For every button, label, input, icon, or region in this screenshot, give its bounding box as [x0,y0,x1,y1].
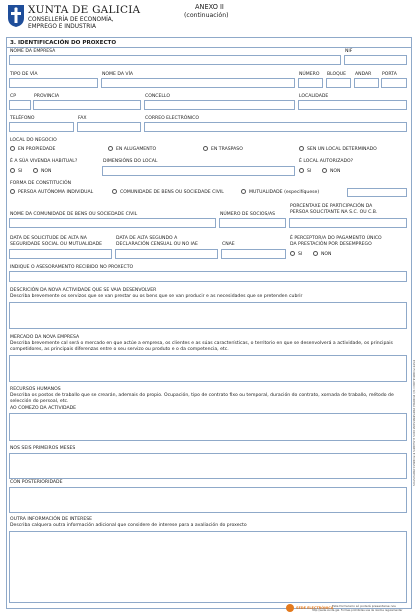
single-payment-label-1: É PERCEPTOR/A DO PAGAMENTO ÚNICO [290,236,382,241]
radio-icon [290,251,295,256]
company-name-field[interactable] [9,55,341,65]
xunta-logo [7,4,25,28]
locality-label: LOCALIDADE [299,94,329,99]
nif-label: NIF [345,49,353,54]
xunta-shield-icon [7,4,25,28]
dept-line-1: CONSELLERÍA DE ECONOMÍA, [28,17,114,23]
ss-application-date-label-2: SEGURIDADE SOCIAL OU MUTUALIDADE [10,242,103,247]
annex-title: ANEXO II [195,3,224,11]
road-type-field[interactable] [9,78,98,88]
province-field[interactable] [33,100,141,110]
premises-owned-option[interactable]: EN PROPIEDADE [10,146,55,153]
first-months-textarea[interactable] [9,453,407,479]
email-label: CORREO ELECTRÓNICO [145,116,199,121]
radio-icon [322,168,327,173]
block-field[interactable] [326,78,351,88]
radio-icon [203,146,208,151]
other-textarea[interactable] [9,531,407,603]
other-description: Describa calquera outra información adicional que considere de interese para a avaliación do proxecto [10,523,247,528]
market-description: Describa brevemente cal será o mercado en que actúe a empresa, os clientes e as súas características, o territorio en que se desenvolverá a actividade, os principais competidores, as principais diferenzas entre o seu servizo ou produto e o da competencia, etc. [10,341,393,352]
premises-transfer-option[interactable]: EN TRASPASO [203,146,243,153]
annex-continuation: (continuación) [184,12,229,19]
hr-title: RECURSOS HUMANOS [10,387,61,392]
activity-description: Describa brevemente os servizos que se van prestar ou os bens que se van producir e as necesidades que se pretenden cubrir [10,294,303,299]
road-name-label: NOME DA VÍA [102,72,134,77]
radio-icon [10,146,15,151]
block-label: BLOQUE [327,72,347,77]
later-title: CON POSTERIORIDADE [10,480,63,485]
premises-dimensions-field[interactable] [102,166,295,176]
number-field[interactable] [298,78,323,88]
cnae-field[interactable] [221,249,286,259]
radio-icon [299,146,304,151]
door-label: PORTA [382,72,397,77]
other-title: OUTRA INFORMACIÓN DE INTERESE [10,517,93,522]
assets-community-name-field[interactable] [9,218,216,228]
section-divider [6,47,412,48]
participation-percentage-label-2: PERSOA SOLICITANTE NA S.C. OU C.B. [290,210,378,215]
business-premises-label: LOCAL DO NEGOCIO [10,138,57,143]
ss-application-date-field[interactable] [9,249,112,259]
dept-line-2: EMPREGO E INDUSTRIA [28,23,96,30]
section-title: 3. IDENTIFICACIÓN DO PROXECTO [10,40,117,46]
number-label: NÚMERO [299,72,320,77]
sede-electronica-label: SEDE ELECTRÓNICA [296,606,334,610]
start-title: AO COMEZO DA ACTIVIDADE [10,406,77,411]
constitution-community-option[interactable]: COMUNIDADE DE BENS OU SOCIEDADE CIVIL [112,189,224,196]
province-label: PROVINCIA [34,94,60,99]
side-note: ESTE FORMULARIO SÓ PODERÁ PRESENTARSE NOS LUGARES E FORMAS PREVISTOS [412,360,416,487]
company-name-label: NOME DA EMPRESA [10,49,56,54]
census-date-field[interactable] [115,249,218,259]
locality-field[interactable] [298,100,407,110]
radio-icon [241,189,246,194]
premises-none-option[interactable]: SEN UN LOCAL DETERMINADO [299,146,377,153]
census-date-label-1: DATA DE ALTA SEGUNDO A [116,236,178,241]
ss-application-date-label-1: DATA DE SOLICITUDE DE ALTA NA [10,236,87,241]
activity-textarea[interactable] [9,302,407,329]
cnae-label: CNAE [222,242,235,247]
activity-title: DESCRICIÓN DA NOVA ACTIVIDADE QUE SE VAIA DESENVOLVER [10,288,157,293]
first-months-title: NOS SEIS PRIMEIROS MESES [10,446,76,451]
single-payment-label-2: DA PRESTACIÓN POR DESEMPREGO [290,242,372,247]
participation-percentage-label-1: PORCENTAXE DE PARTICIPACIÓN DA [290,204,373,209]
phone-field[interactable] [9,122,74,132]
footer-note-2: http://sede.xunta.gal. Formas prohibidas súa de réxime regulamentar [312,609,403,612]
radio-icon [33,168,38,173]
market-title: MERCADO DA NOVA EMPRESA [10,335,80,340]
postcode-label: CP [10,94,16,99]
habitual-home-no[interactable]: NON [33,168,52,175]
floor-field[interactable] [354,78,379,88]
council-label: CONCELLO [145,94,170,99]
premises-rented-option[interactable]: EN ALUGAMENTO [108,146,156,153]
census-date-label-2: DECLARACIÓN CENSUAL OU NO IAE [116,242,198,247]
radio-icon [112,189,117,194]
premises-authorized-label: É LOCAL AUTORIZADO? [299,159,354,164]
market-textarea[interactable] [9,355,407,382]
start-textarea[interactable] [9,413,407,441]
premises-authorized-yes[interactable]: SI [299,168,311,175]
email-field[interactable] [144,122,407,132]
sede-electronica-icon [286,604,294,612]
constitution-form-label: FORMA DE CONSTITUCIÓN [10,181,72,186]
mutual-specify-field[interactable] [347,188,407,197]
partner-number-label: NÚMERO DE SOCIOS/AS [220,212,276,217]
constitution-individual-option[interactable]: PERSOA AUTÓNOMA INDIVIDUAL [10,189,93,196]
partner-number-field[interactable] [219,218,286,228]
later-textarea[interactable] [9,487,407,513]
council-field[interactable] [144,100,295,110]
road-name-field[interactable] [101,78,295,88]
participation-percentage-field[interactable] [289,218,407,228]
fax-field[interactable] [77,122,141,132]
premises-authorized-no[interactable]: NON [322,168,341,175]
phone-label: TELÉFONO [10,116,35,121]
premises-dimensions-label: DIMENSIÓNS DO LOCAL [103,159,158,164]
single-payment-yes[interactable]: SI [290,251,302,258]
radio-icon [10,189,15,194]
radio-icon [108,146,113,151]
single-payment-no[interactable]: NON [313,251,332,258]
radio-icon [299,168,304,173]
advisory-received-field[interactable] [9,271,407,282]
habitual-home-yes[interactable]: SI [10,168,22,175]
assets-community-name-label: NOME DA COMUNIDADE DE BENS OU SOCIEDADE CIVIL [10,212,138,217]
fax-label: FAX [78,116,87,121]
floor-label: ANDAR [355,72,372,77]
habitual-home-label: É A SÚA VIVENDA HABITUAL? [10,159,78,164]
hr-description: Describa os postos de traballo que se crearán, ademais do propio. Ocupación, tipo de contrato fixo ou temporal, duración do contrato, xornada de traballo, método de selección do persoal, etc. [10,393,394,404]
door-field[interactable] [381,78,407,88]
road-type-label: TIPO DE VÍA [10,72,38,77]
constitution-mutual-option[interactable]: MUTUALIDADE (especifíquese) [241,189,319,196]
advisory-received-label: INDIQUE O ASESORAMENTO RECIBIDO NO PROXECTO [10,265,134,270]
radio-icon [313,251,318,256]
org-name: XUNTA DE GALICIA [28,4,141,16]
footer-note-1: Este formulario só poderá presentarse nos [332,604,396,608]
postcode-field[interactable] [9,100,31,110]
nif-field[interactable] [344,55,407,65]
radio-icon [10,168,15,173]
